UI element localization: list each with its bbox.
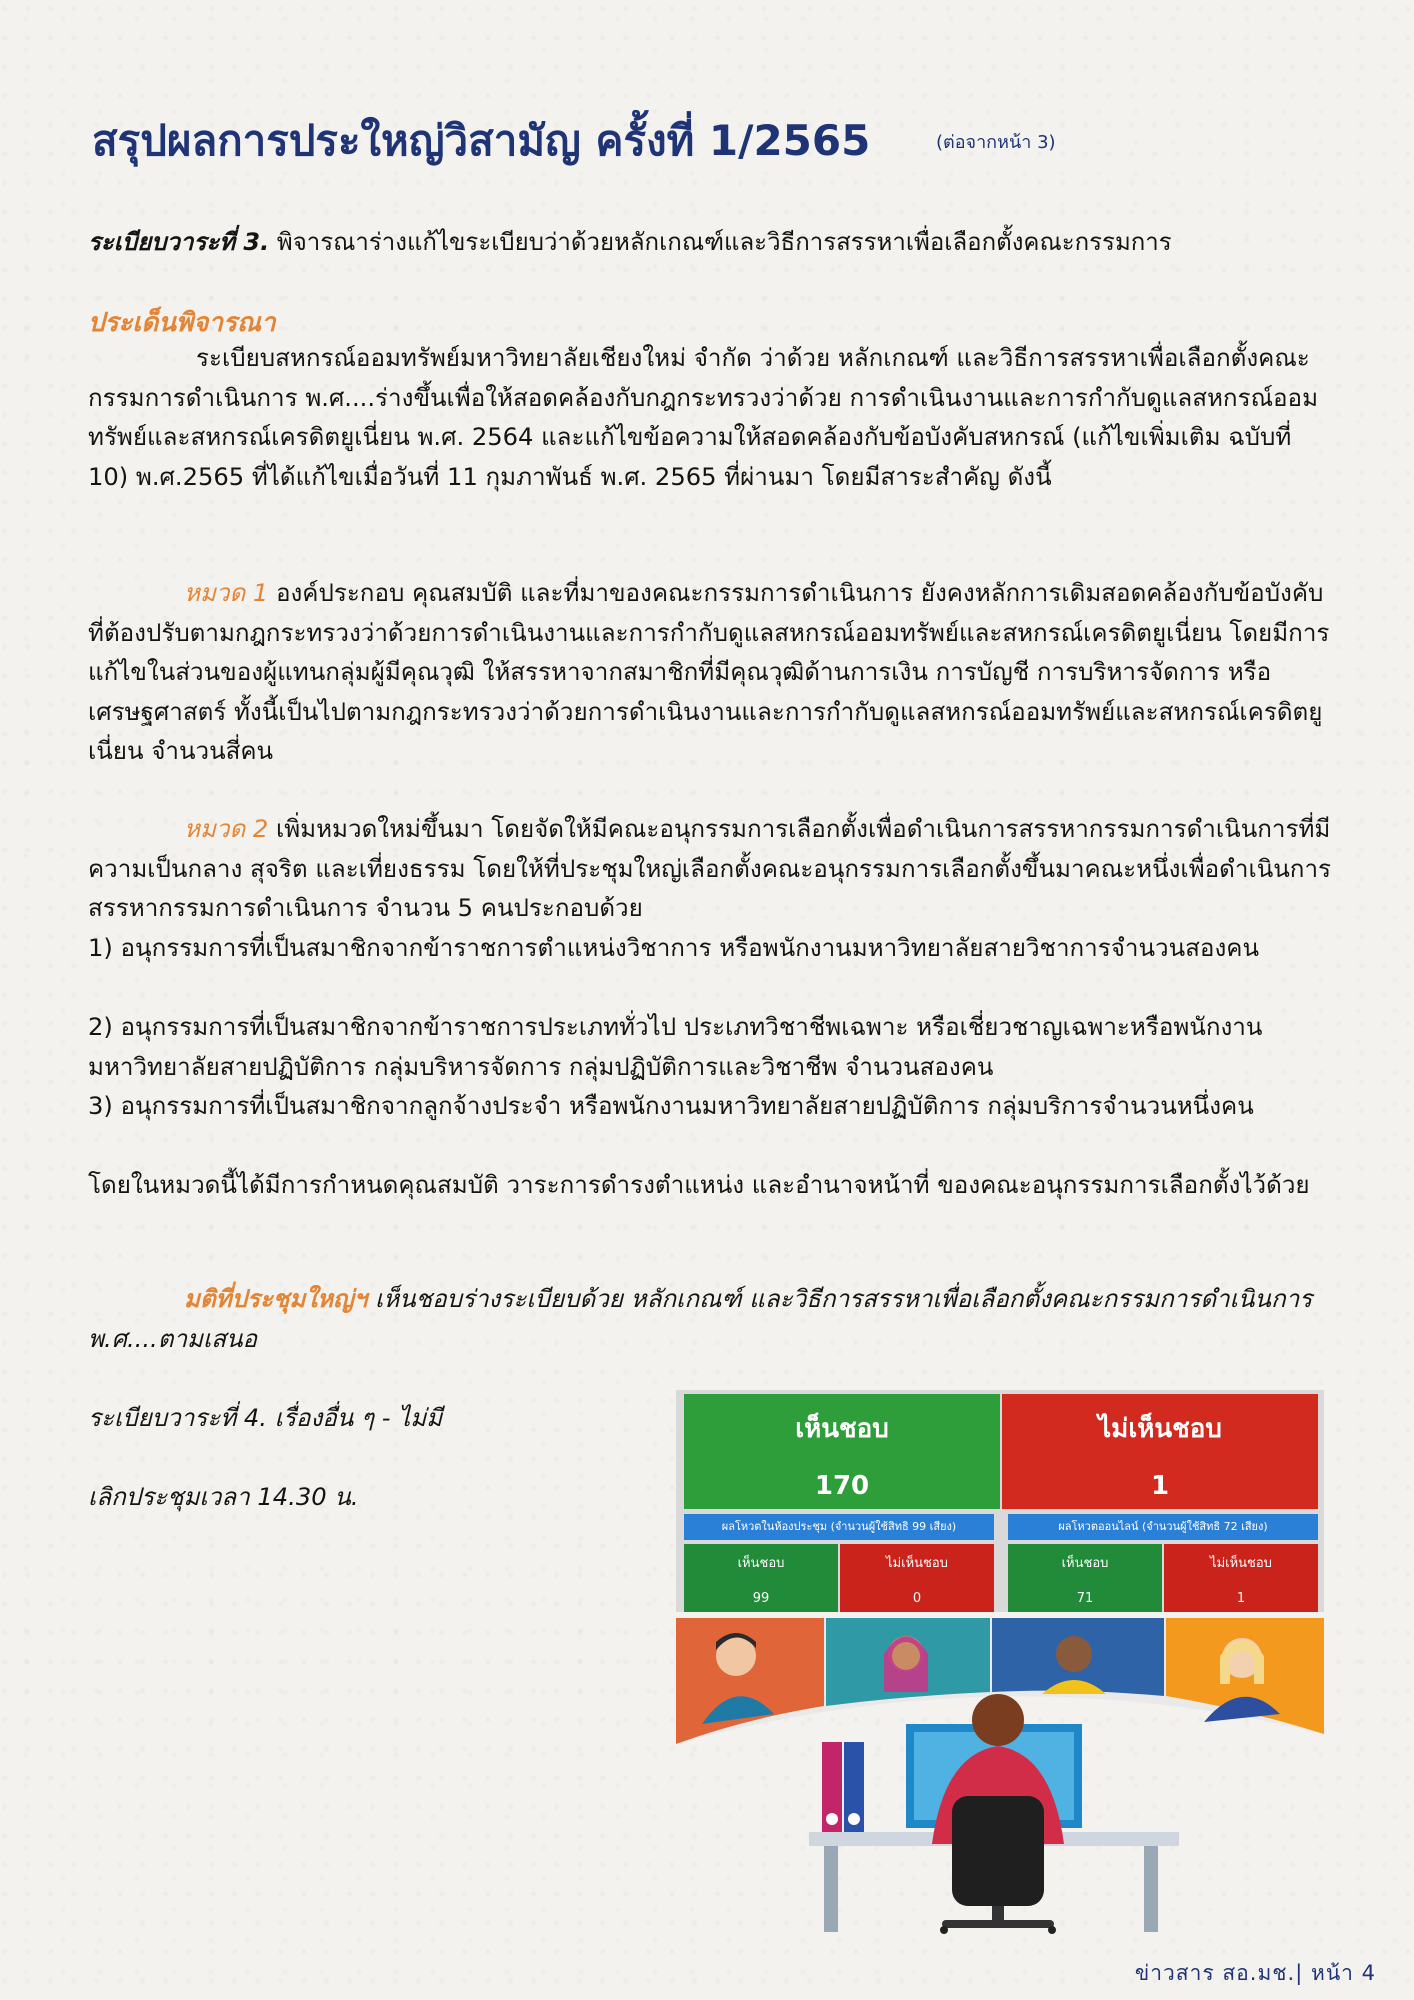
page-title: สรุปผลการประใหญ่วิสามัญ ครั้งที่ 1/2565 bbox=[92, 116, 871, 165]
online-reject-cell: ไม่เห็นชอบ 1 bbox=[1164, 1544, 1318, 1612]
section-heading: ประเด็นพิจารณา bbox=[88, 308, 276, 338]
reject-total: 1 bbox=[1150, 1471, 1170, 1501]
online-reject-count: 1 bbox=[1236, 1591, 1246, 1606]
online-meeting-illustration bbox=[674, 1614, 1326, 1934]
onsite-header: ผลโหวตในห้องประชุม (จำนวนผู้ใช้สิทธิ 99 เสียง) bbox=[684, 1514, 994, 1540]
closing-note: โดยในหมวดนี้ได้มีการกำหนดคุณสมบัติ วาระการดำรงตำแหน่ง และอำนาจหน้าที่ ของคณะอนุกรรมการเลือกตั้งไว้ด้วย bbox=[88, 1171, 1310, 1199]
approve-label: เห็นชอบ bbox=[795, 1414, 889, 1444]
onsite-approve-count: 99 bbox=[752, 1591, 770, 1606]
approve-total-box bbox=[684, 1394, 1000, 1509]
agenda-3 bbox=[88, 222, 1172, 261]
onsite-reject-cell: ไม่เห็นชอบ 0 bbox=[840, 1544, 994, 1612]
onsite-vote-box bbox=[684, 1514, 994, 1612]
reject-total-box bbox=[1002, 1394, 1318, 1509]
approve-total: 170 bbox=[814, 1471, 870, 1501]
list-item: 3) อนุกรรมการที่เป็นสมาชิกจากลูกจ้างประจำ หรือพนักงานมหาวิทยาลัยสายปฏิบัติการ กลุ่มบริการจำนวนหนึ่งคน bbox=[88, 1092, 1254, 1120]
list-item: 2) อนุกรรมการที่เป็นสมาชิกจากข้าราชการประเภททั่วไป ประเภทวิชาชีพเฉพาะ หรือเชี่ยวชาญเฉพาะหรือพนักงานมหาวิทยาลัยสายปฏิบัติการ กลุ่มบริหารจัดการ กลุ่มปฏิบัติการและวิชาชีพ จำนวนสองคน bbox=[88, 1013, 1263, 1081]
online-vote-box bbox=[1008, 1514, 1318, 1612]
onsite-approve-cell: เห็นชอบ 99 bbox=[684, 1544, 838, 1612]
chapter-2-paragraph bbox=[88, 810, 1338, 929]
resolution-paragraph bbox=[88, 1280, 1338, 1359]
online-approve-count: 71 bbox=[1076, 1591, 1094, 1606]
adjourn-time: เลิกประชุมเวลา 14.30 น. bbox=[88, 1483, 359, 1511]
chapter-2-text: เพิ่มหมวดใหม่ขึ้นมา โดยจัดให้มีคณะอนุกรรมการเลือกตั้งเพื่อดำเนินการสรรหากรรมการดำเนินการที่มีความเป็นกลาง สุจริต และเที่ยงธรรม โดยให้ที่ประชุมใหญ่เลือกตั้งคณะอนุกรรมการเลือกตั้งขึ้นมาคณะหนึ่งเพื่อดำเนินการสรรหากรรมการดำเนินการ จำนวน 5 คนประกอบด้วย bbox=[88, 815, 1332, 922]
onsite-reject-count: 0 bbox=[912, 1591, 922, 1606]
resolution-text: เห็นชอบร่างระเบียบด้วย หลักเกณฑ์ และวิธีการสรรหาเพื่อเลือกตั้งคณะกรรมการดำเนินการ พ.ศ....ตามเสนอ bbox=[88, 1285, 1313, 1353]
online-approve-cell: เห็นชอบ 71 bbox=[1008, 1544, 1162, 1612]
agenda-3-text: พิจารณาร่างแก้ไขระเบียบว่าด้วยหลักเกณฑ์และวิธีการสรรหาเพื่อเลือกตั้งคณะกรรมการ bbox=[269, 228, 1172, 256]
intro-text: ระเบียบสหกรณ์ออมทรัพย์มหาวิทยาลัยเชียงใหม่ จำกัด ว่าด้วย หลักเกณฑ์ และวิธีการสรรหาเพื่อเลือกตั้งคณะกรรมการดำเนินการ พ.ศ....ร่างขึ้นเพื่อให้สอดคล้องกับกฎกระทรวงว่าด้วย การดำเนินงานและการกำกับดูแลสหกรณ์ออมทรัพย์และสหกรณ์เครดิตยูเนี่ยน พ.ศ. 2564 และแก้ไขข้อความให้สอดคล้องกับข้อบังคับสหกรณ์ (แก้ไขเพิ่มเติม ฉบับที่ 10) พ.ศ.2565 ที่ได้แก้ไขเมื่อวันที่ 11 กุมภาพันธ์ พ.ศ. 2565 ที่ผ่านมา โดยมีสาระสำคัญ ดังนี้ bbox=[88, 344, 1319, 491]
footer-page-label: ข่าวสาร สอ.มช.| หน้า 4 bbox=[1134, 1961, 1376, 1985]
agenda-3-label: ระเบียบวาระที่ 3. bbox=[88, 228, 270, 256]
intro-paragraph bbox=[88, 339, 1338, 497]
chapter-1-paragraph bbox=[88, 574, 1338, 772]
chapter-2-label: หมวด 2 bbox=[184, 815, 269, 843]
online-header: ผลโหวตออนไลน์ (จำนวนผู้ใช้สิทธิ 72 เสียง) bbox=[1008, 1514, 1318, 1540]
list-item: 1) อนุกรรมการที่เป็นสมาชิกจากข้าราชการตำแหน่งวิชาการ หรือพนักงานมหาวิทยาลัยสายวิชาการจำนวนสองคน bbox=[88, 934, 1259, 962]
reject-label: ไม่เห็นชอบ bbox=[1098, 1414, 1222, 1444]
chapter-1-label: หมวด 1 bbox=[184, 579, 269, 607]
resolution-label: มติที่ประชุมใหญ่ฯ bbox=[184, 1285, 368, 1313]
agenda-4: ระเบียบวาระที่ 4. เรื่องอื่น ๆ - ไม่มี bbox=[88, 1404, 443, 1432]
vote-result-panel bbox=[676, 1390, 1324, 1612]
chapter-1-text: องค์ประกอบ คุณสมบัติ และที่มาของคณะกรรมการดำเนินการ ยังคงหลักการเดิมสอดคล้องกับข้อบังคับที่ต้องปรับตามกฎกระทรวงว่าด้วยการดำเนินงานและการกำกับดูแลสหกรณ์ออมทรัพย์และสหกรณ์เครดิตยูเนี่ยน โดยมีการแก้ไขในส่วนของผู้แทนกลุ่มผู้มีคุณวุฒิ ให้สรรหาจากสมาชิกที่มีคุณวุฒิด้านการเงิน การบัญชี การบริหารจัดการ หรือเศรษฐศาสตร์ ทั้งนี้เป็นไปตามกฎกระทรวงว่าด้วยการดำเนินงานและการกำกับดูแลสหกรณ์ออมทรัพย์และสหกรณ์เครดิตยูเนี่ยน จำนวนสี่คน bbox=[88, 579, 1330, 765]
continued-note: (ต่อจากหน้า 3) bbox=[936, 132, 1056, 153]
